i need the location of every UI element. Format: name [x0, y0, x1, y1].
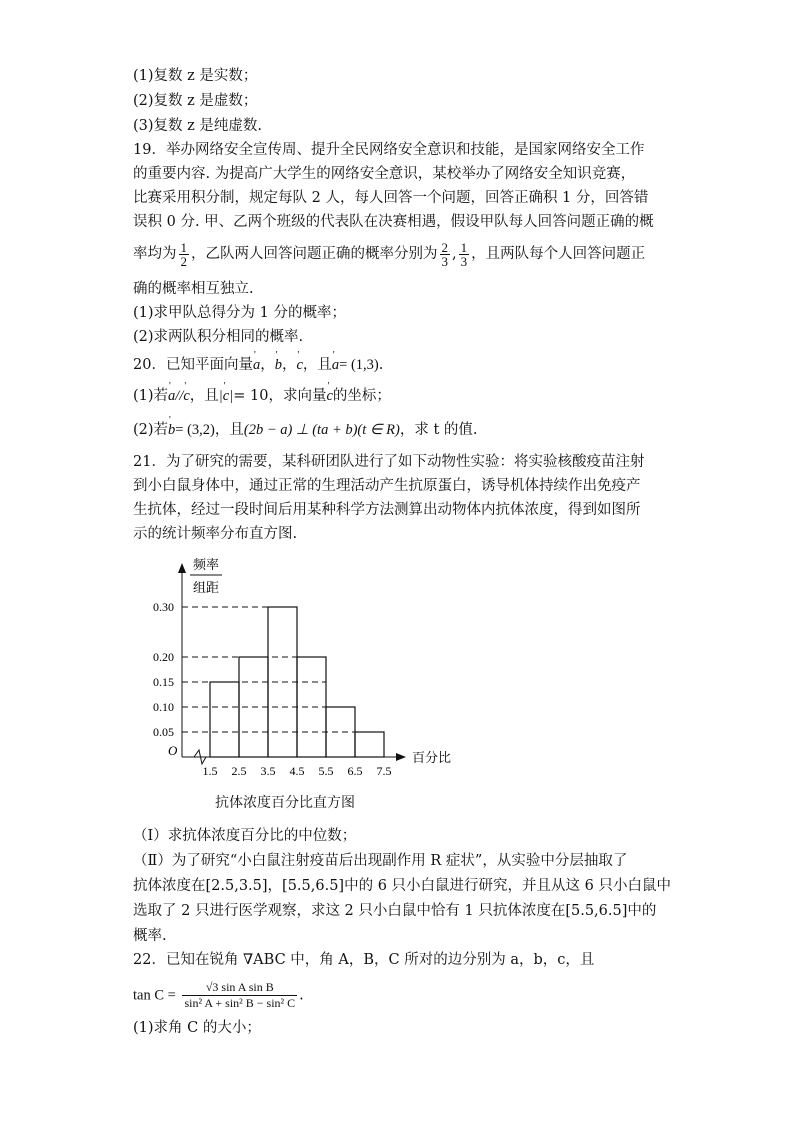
q20-line-1: 20．已知平面向量' a，' b，' c，且' a= (1,3). [133, 355, 383, 375]
fraction-numerator: 2 [441, 239, 448, 255]
q19-line-3: 比赛采用积分制，规定每队 2 人，每人回答一个问题，回答正确积 1 分，回答错 [133, 190, 649, 206]
x-tick-label: 4.5 [289, 764, 305, 778]
fraction-denominator: 2 [180, 253, 187, 269]
x-tick-label: 3.5 [260, 764, 276, 778]
y-tick-label: 0.20 [153, 650, 174, 664]
q18-part-1: (1)复数 z 是实数； [133, 68, 258, 84]
x-tick-label: 5.5 [318, 764, 334, 778]
vector-a: ' a [168, 386, 175, 406]
fraction-denominator: 3 [460, 253, 468, 269]
q20-text-a: 20．已知平面向量 [133, 357, 253, 373]
vector-a: ' a [253, 355, 260, 375]
fraction-denominator: 3 [441, 253, 448, 269]
q19-text-c: ，且两队每个人回答问题正 [471, 246, 646, 262]
q21-part-2-line-3: 选取了 2 只进行医学观察，求这 2 只小白鼠中恰有 1 只抗体浓度在[5.5,6.5]中的 [133, 903, 657, 919]
q19-text-b: ，乙队两人回答问题正确的概率分别为 [191, 246, 438, 262]
frequency-histogram [130, 555, 480, 785]
fraction-numerator: 1 [460, 239, 468, 255]
y-tick-label: 0.10 [153, 700, 174, 714]
q20-part-1: (1)若' a//' c，且|' c|= 10，求向量' c的坐标； [133, 386, 391, 406]
histogram-caption: 抗体浓度百分比直方图 [215, 795, 355, 811]
q21-line-2: 到小白鼠身体中，通过正常的生理活动产生抗原蛋白，诱导机体持续作出免疫产 [133, 478, 641, 494]
q19-part-2: (2)求两队积分相同的概率. [133, 329, 304, 345]
fraction-numerator: √3 sin A sin B [182, 980, 297, 996]
histogram-bar [326, 707, 355, 757]
fraction-one-third [459, 241, 470, 268]
q22-tan-formula: tan C = $\frac{\text{√3 sin A sin B}}{\text{sin² A + sin² B − sin² C}}$ . [133, 980, 304, 1010]
q21-part-2-line-2: 抗体浓度在[2.5,3.5]，[5.5,6.5]中的 6 只小白鼠进行研究，并且从这 6 只小白鼠中 [133, 878, 671, 894]
y-tick-label: 0.05 [153, 725, 174, 739]
q20-part-2 [133, 420, 478, 440]
y-axis-arrow [178, 563, 186, 573]
q18-part-3: (3)复数 z 是纯虚数. [133, 118, 263, 134]
vector-a: ' a [332, 355, 339, 375]
vector-b: ' b [275, 355, 282, 375]
q21-part-2-line-1: （Ⅱ）为了研究“小白鼠注射疫苗后出现副作用 R 症状”，从实验中分层抽取了 [133, 853, 628, 869]
q20-part1-text-d: 的坐标； [332, 388, 391, 404]
vector-c: ' c [296, 355, 302, 375]
q21-line-4: 示的统计频率分布直方图. [133, 526, 298, 542]
q19-line-5: 率均为 $\frac{1}{2}$ ，乙队两人回答问题正确的概率分别为 $\frac{2}{3}$ , $\frac{1}{3}$ ，且两队每个人回答问题正 [133, 239, 646, 269]
q20-part1-text-b: ，且 [189, 388, 219, 404]
vector-b-value: = (3,2) [175, 422, 215, 438]
x-axis-label: 百分比 [412, 750, 452, 765]
q20-text-b: ，且 [302, 357, 332, 373]
q21-part-1: （Ⅰ）求抗体浓度百分比的中位数； [133, 828, 357, 844]
q19-text-a: 率均为 [133, 246, 177, 262]
fraction-numerator: 1 [180, 239, 187, 255]
q18-part-2: (2)复数 z 是虚数； [133, 93, 258, 109]
q19-part-1: (1)求甲队总得分为 1 分的概率； [133, 305, 346, 321]
q20-part2-text-c: ，求 t 的值. [399, 422, 478, 438]
q22-part-1: (1)求角 C 的大小； [133, 1020, 261, 1036]
q20-part1-text-c: = 10，求向量 [233, 388, 327, 404]
vector-a-value: = (1,3) [339, 357, 379, 373]
tan-lhs: tan C = [133, 987, 176, 1004]
x-axis-arrow [396, 753, 406, 761]
histogram-bar [210, 682, 239, 757]
fraction-half [179, 241, 190, 268]
y-axis-label-bottom: 组距 [192, 580, 220, 595]
fraction-two-thirds [440, 241, 451, 268]
q19-line-4: 误积 0 分. 甲、乙两个班级的代表队在决赛相遇，假设甲队每人回答问题正确的概 [133, 214, 654, 230]
x-tick-label: 6.5 [347, 764, 363, 778]
q21-line-3: 生抗体，经过一段时间后用某种科学方法测算出动物体内抗体浓度，得到如图所 [133, 502, 641, 518]
histogram-bar [355, 732, 384, 757]
q19-line-2: 的重要内容. 为提高广大学生的网络安全意识，某校举办了网络安全知识竞赛， [133, 166, 636, 182]
x-tick-label: 2.5 [231, 764, 247, 778]
vector-c: ' c [183, 386, 189, 406]
q20-part1-text-a: (1)若 [133, 388, 169, 404]
q22-line-1: 22．已知在锐角 ∇ABC 中，角 A，B，C 所对的边分别为 a，b，c，且 [133, 952, 595, 968]
x-tick-label: 7.5 [376, 764, 392, 778]
perpendicular-condition: (2b − a) ⊥ (ta + b)(t ∈ R) [243, 422, 400, 438]
y-tick-label: 0.15 [153, 675, 174, 689]
fraction-denominator: sin² A + sin² B − sin² C [184, 996, 296, 1010]
vector-c: ' c [223, 386, 229, 406]
vector-c: ' c [326, 386, 332, 406]
origin-label: O [168, 743, 178, 758]
vector-b: ' b [168, 420, 175, 440]
q19-line-1: 19．举办网络安全宣传周、提升全民网络安全意识和技能，是国家网络安全工作 [133, 142, 645, 158]
q20-part2-text-b: ，且 [214, 422, 244, 438]
q20-part2-text-a: (2)若 [133, 422, 169, 438]
q19-line-6: 确的概率相互独立. [133, 281, 254, 297]
x-tick-label: 1.5 [202, 764, 218, 778]
histogram-bar [297, 657, 326, 757]
q21-part-2-line-4: 概率. [133, 928, 167, 944]
q21-line-1: 21．为了研究的需要，某科研团队进行了如下动物性实验：将实验核酸疫苗注射 [133, 454, 645, 470]
y-tick-label: 0.30 [153, 600, 174, 614]
y-axis-label-top: 频率 [192, 557, 220, 572]
tan-fraction [182, 980, 297, 1011]
